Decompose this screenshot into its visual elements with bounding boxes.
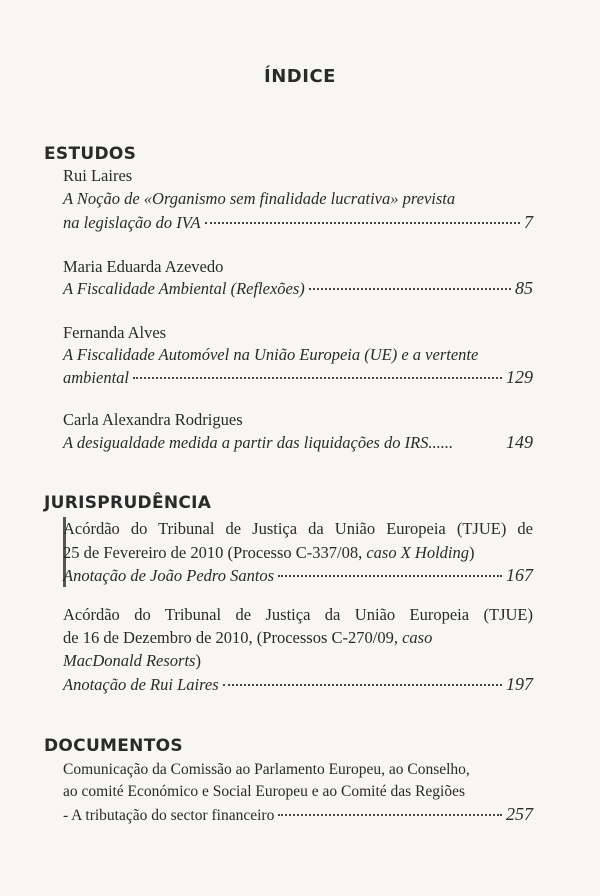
toc-entry-line (63, 673, 533, 696)
entry-line (63, 650, 533, 672)
entry-line (63, 627, 533, 649)
entry-title: A desigualdade medida a partir das liquidações do IRS...... (63, 433, 454, 452)
leader-dots (223, 684, 502, 686)
entry-line: Acórdão do Tribunal de Justiça da União Europeia (TJUE) de (63, 519, 533, 538)
section-heading-estudos: ESTUDOS (44, 144, 137, 164)
entry-author: Rui Laires (63, 166, 133, 185)
annotation: Anotação de João Pedro Santos (63, 566, 275, 585)
page-number: 257 (506, 804, 533, 824)
case-name: MacDonald Resorts (63, 651, 196, 670)
entry-author: Fernanda Alves (63, 323, 167, 342)
entry-line: ao comité Económico e Social Europeu e ao Comité das Regiões (63, 783, 466, 800)
page-number: 149 (506, 432, 533, 452)
case-name: caso X Holding (366, 543, 470, 562)
leader-dots (205, 222, 520, 224)
page-number: 85 (515, 278, 533, 298)
entry-title: A Noção de «Organismo sem finalidade lucrativa» prevista (63, 189, 456, 208)
annotation: Anotação de Rui Laires (63, 675, 219, 694)
section-heading-jurisprudencia: JURISPRUDÊNCIA (44, 493, 212, 513)
case-name: caso (402, 628, 433, 647)
page-number: 197 (506, 674, 533, 694)
toc-entry-line (63, 366, 533, 389)
page-number: 167 (506, 565, 533, 585)
toc-entry-line (63, 564, 533, 587)
leader-dots (278, 814, 502, 816)
entry-author: Carla Alexandra Rodrigues (63, 410, 243, 429)
entry-title: A Fiscalidade Automóvel na União Europeia (UE) e a vertente (63, 345, 479, 364)
entry-text: - A tributação do sector financeiro (63, 807, 275, 824)
toc-entry-line (63, 211, 533, 234)
entry-text: ) (469, 543, 475, 562)
leader-dots (309, 288, 511, 290)
page-title: ÍNDICE (264, 66, 336, 87)
entry-title: ambiental (63, 368, 129, 387)
entry-title: A Fiscalidade Ambiental (Reflexões) (63, 279, 305, 298)
entry-text: 25 de Fevereiro de 2010 (Processo C-337/08, (63, 543, 367, 562)
entry-text: de 16 de Dezembro de 2010, (Processos C-270/09, (63, 628, 403, 647)
section-heading-documentos: DOCUMENTOS (44, 736, 183, 756)
toc-entry-line (63, 431, 533, 454)
leader-dots (278, 575, 502, 577)
entry-line: Acórdão do Tribunal de Justiça da União Europeia (TJUE) (63, 605, 533, 624)
entry-text: ) (195, 651, 201, 670)
entry-author: Maria Eduarda Azevedo (63, 257, 224, 276)
toc-entry-line (63, 277, 533, 300)
entry-line (63, 542, 533, 564)
entry-title: na legislação do IVA (63, 213, 201, 232)
toc-entry-line (63, 803, 533, 827)
leader-dots (133, 377, 502, 379)
entry-line: Comunicação da Comissão ao Parlamento Europeu, ao Conselho, (63, 761, 470, 778)
page-number: 7 (524, 212, 533, 232)
page-number: 129 (506, 367, 533, 387)
